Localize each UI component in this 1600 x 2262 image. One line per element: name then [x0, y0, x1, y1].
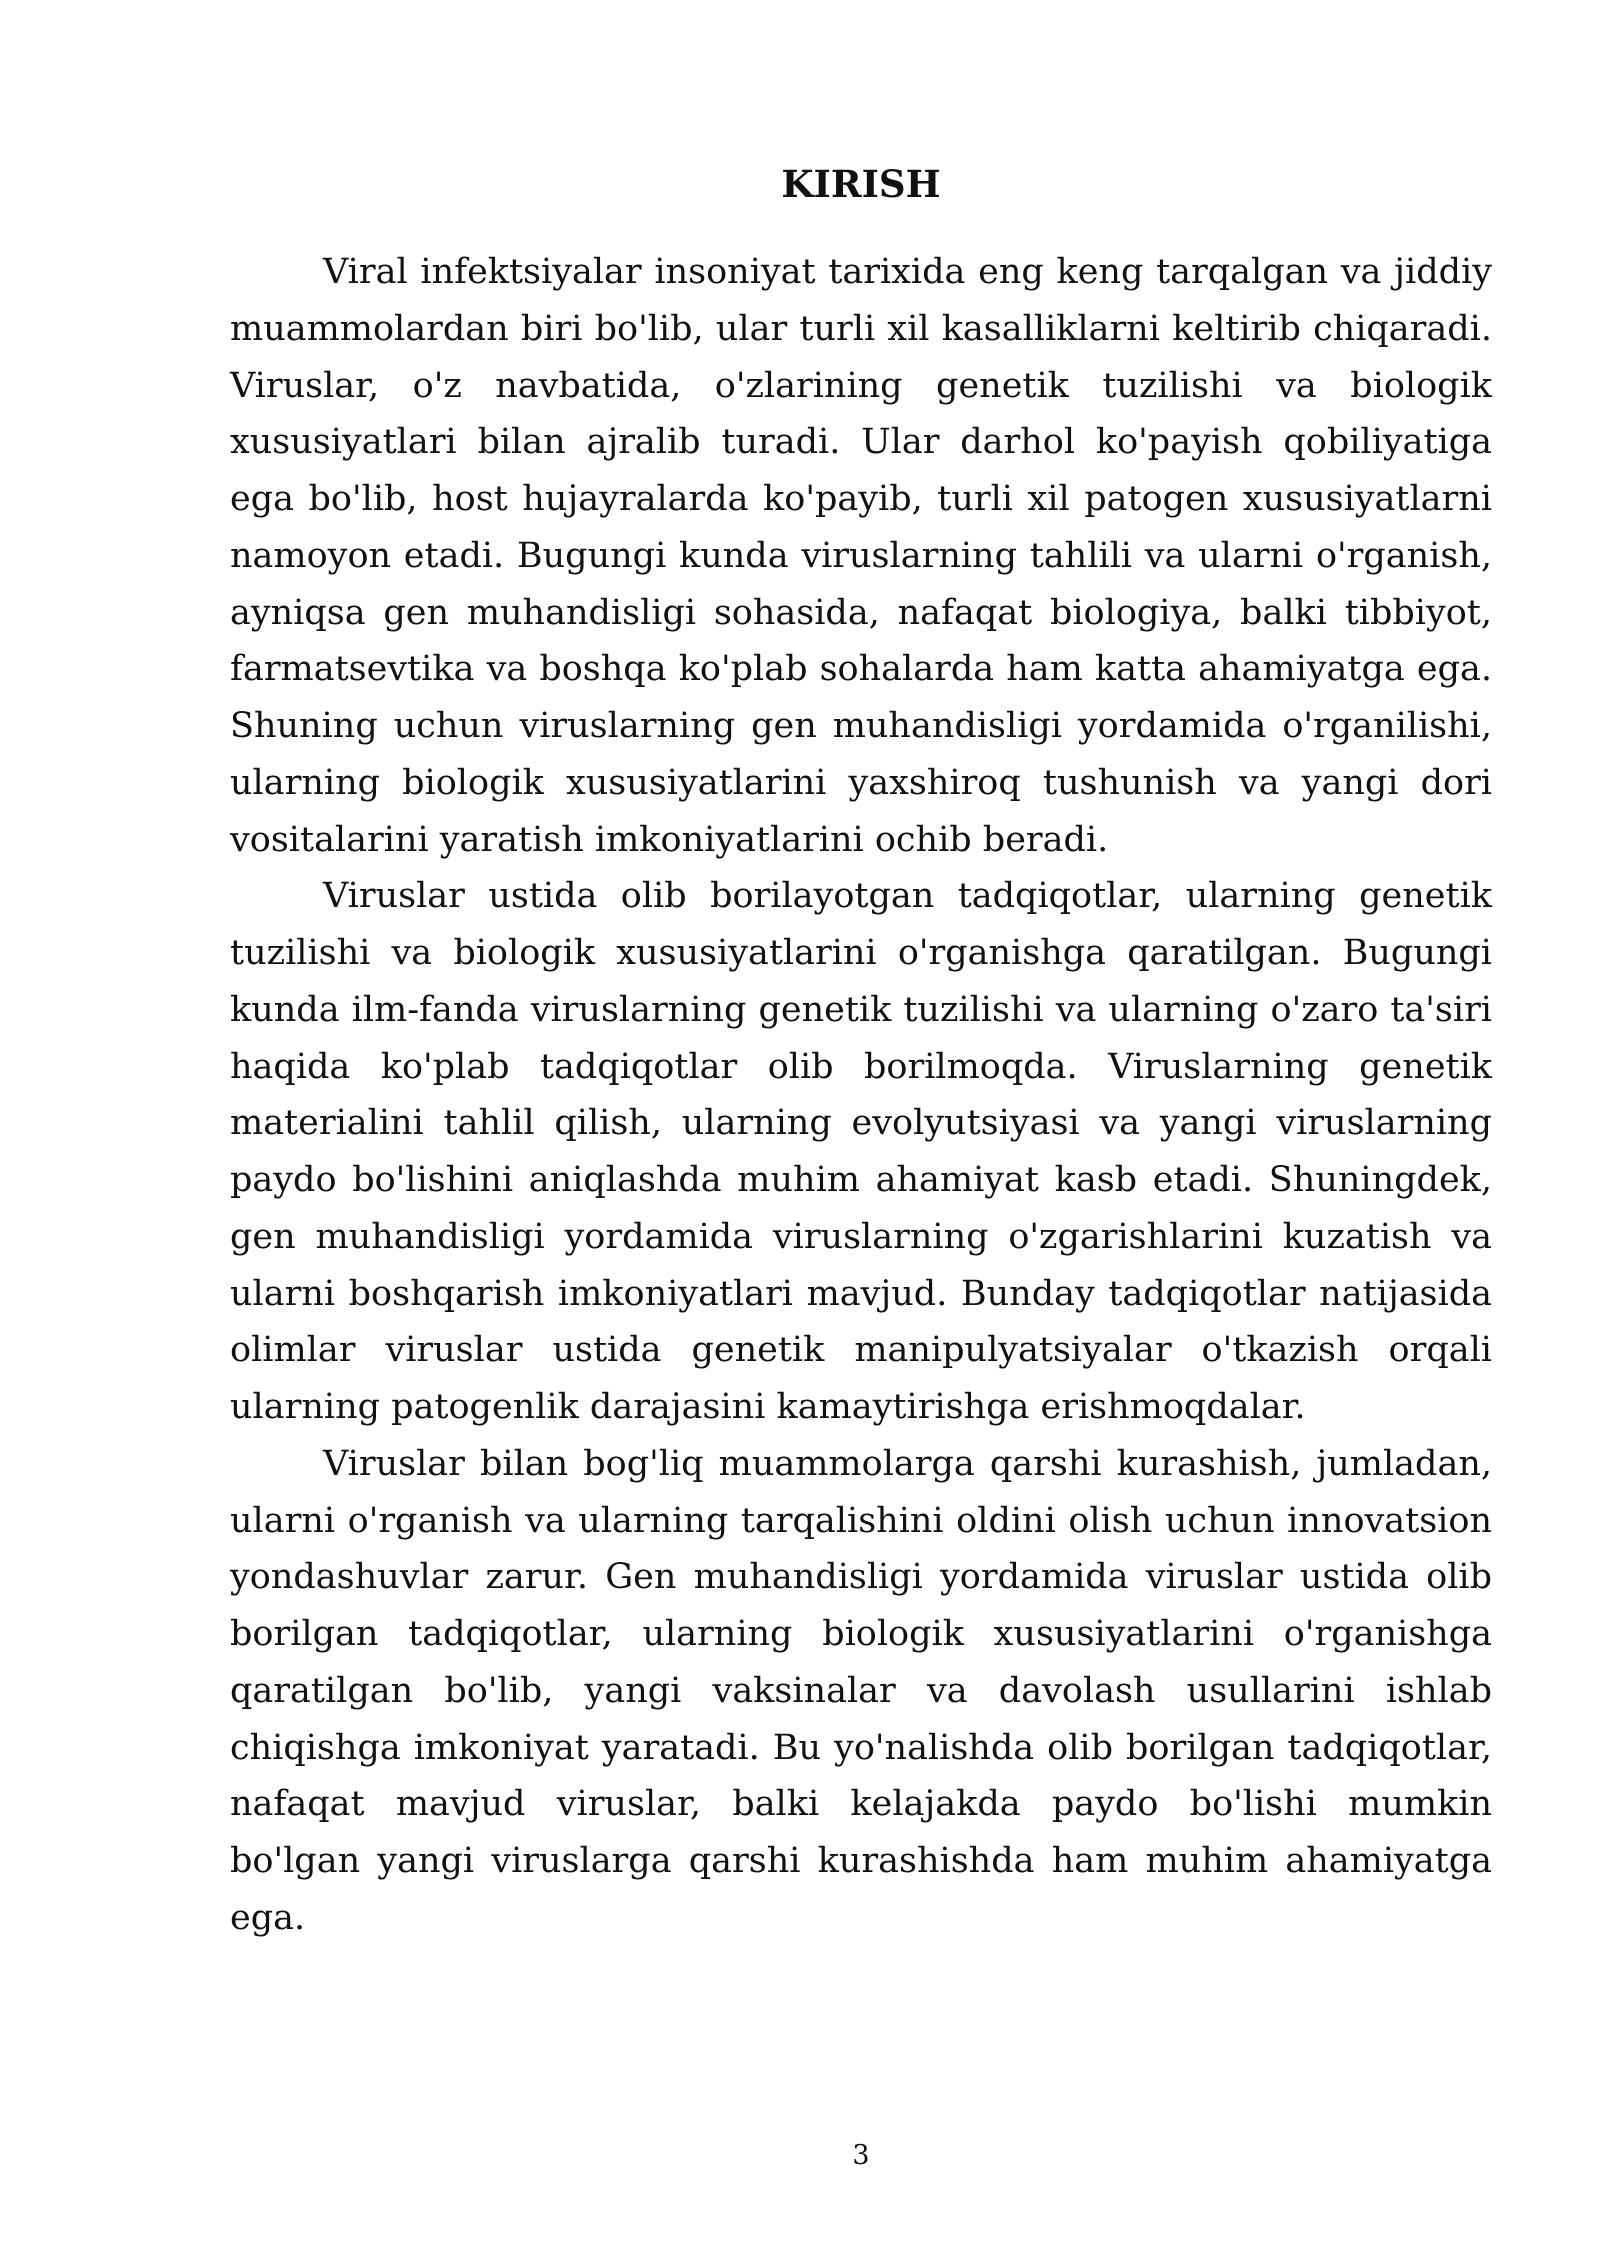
paragraph-3: Viruslar bilan bog'liq muammolarga qarshi kurashish, jumladan, ularni o'rganish va ularning tarqalishini oldini olish uchun innovatsion yondashuvlar zarur. Gen muhandisligi yordamida viruslar ustida olib borilgan tadqiqotlar, ularning biologik xususiyatlarini o'rganishga qaratilgan bo'lib, yangi vaksinalar va davolash usullarini ishlab chiqishga imkoniyat yaratadi. Bu yo'nalishda olib borilgan tadqiqotlar, nafaqat mavjud viruslar, balki kelajakda paydo bo'lishi mumkin bo'lgan yangi viruslarga qarshi kurashishda ham muhim ahamiyatga ega. [230, 1443, 1492, 1938]
paragraph-2: Viruslar ustida olib borilayotgan tadqiqotlar, ularning genetik tuzilishi va biologik xususiyatlarini o'rganishga qaratilgan. Bugungi kunda ilm-fanda viruslarning genetik tuzilishi va ularning o'zaro ta'siri haqida ko'plab tadqiqotlar olib borilmoqda. Viruslarning genetik materialini tahlil qilish, ularning evolyutsiyasi va yangi viruslarning paydo bo'lishini aniqlashda muhim ahamiyat kasb etadi. Shuningdek, gen muhandisligi yordamida viruslarning o'zgarishlarini kuzatish va ularni boshqarish imkoniyatlari mavjud. Bunday tadqiqotlar natijasida olimlar viruslar ustida genetik manipulyatsiyalar o'tkazish orqali ularning patogenlik darajasini kamaytirishga erishmoqdalar. [230, 876, 1492, 1427]
page-number: 3 [852, 2140, 870, 2171]
paragraph-1: Viral infektsiyalar insoniyat tarixida eng keng tarqalgan va jiddiy muammolardan biri bo'lib, ular turli xil kasalliklarni keltirib chiqaradi. Viruslar, o'z navbatida, o'zlarining genetik tuzilishi va biologik xususiyatlari bilan ajralib turadi. Ular darhol ko'payish qobiliyatiga ega bo'lib, host hujayralarda ko'payib, turli xil patogen xususiyatlarni namoyon etadi. Bugungi kunda viruslarning tahlili va ularni o'rganish, ayniqsa gen muhandisligi sohasida, nafaqat biologiya, balki tibbiyot, farmatsevtika va boshqa ko'plab sohalarda ham katta ahamiyatga ega. Shuning uchun viruslarning gen muhandisligi yordamida o'rganilishi, ularning biologik xususiyatlarini yaxshiroq tushunish va yangi dori vositalarini yaratish imkoniyatlarini ochib beradi. [230, 252, 1492, 860]
body-text [230, 244, 1492, 1947]
page-title: KIRISH [781, 162, 941, 206]
